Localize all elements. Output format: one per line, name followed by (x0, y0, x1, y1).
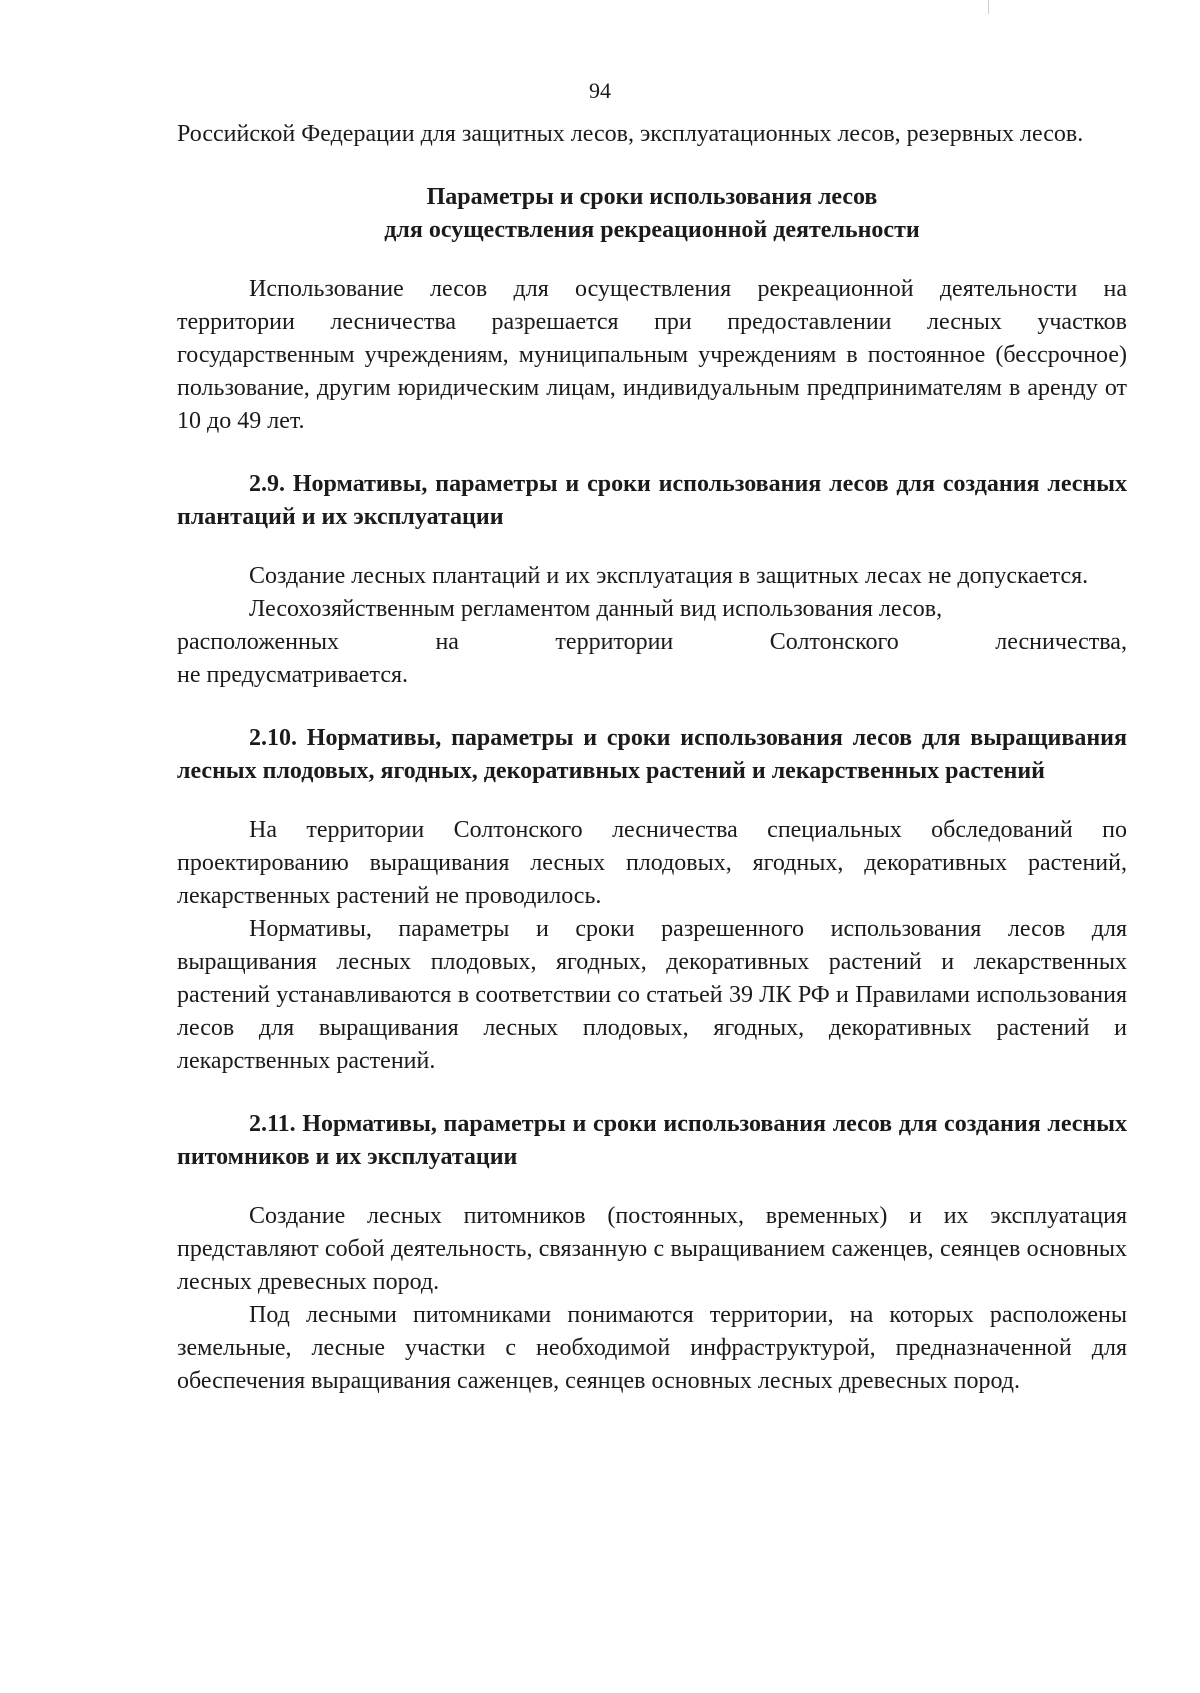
section-2-10-paragraph-1: На территории Солтонского лесничества специальных обследований по проектированию выращивания лесных плодовых, ягодных, декоративных растений, лекарственных растений не проводилось. (177, 817, 1127, 909)
word: территории (555, 629, 674, 655)
scan-mark (988, 0, 989, 14)
page-number: 94 (589, 78, 611, 103)
section-2-9-paragraph-1: Создание лесных плантаций и их эксплуатация в защитных лесах не допускается. (249, 563, 1089, 589)
section-2-9-paragraph-2-line-2 (177, 626, 1127, 659)
section-2-10-heading: 2.10. Нормативы, параметры и сроки использования лесов для выращивания лесных плодовых, ягодных, декоративных растений и лекарственных растений (177, 725, 1127, 784)
section-2-11-paragraph-2: Под лесными питомниками понимаются территории, на которых расположены земельные, лесные участки с необходимой инфраструктурой, предназначенной для обеспечения выращивания саженцев, сеянцев основных лесных древесных пород. (177, 1302, 1127, 1394)
section-2-11-heading: 2.11. Нормативы, параметры и сроки использования лесов для создания лесных питомников и их эксплуатации (177, 1111, 1127, 1170)
recreation-heading-line-2: для осуществления рекреационной деятельности (384, 217, 920, 243)
word: Солтонского (769, 629, 899, 655)
word: лесничества, (995, 629, 1127, 655)
section-2-9-heading: 2.9. Нормативы, параметры и сроки использования лесов для создания лесных плантаций и их эксплуатации (177, 471, 1127, 530)
section-2-10-paragraph-2: Нормативы, параметры и сроки разрешенного использования лесов для выращивания лесных плодовых, ягодных, декоративных растений и лекарственных растений устанавливаются в соответствии со статьей 39 ЛК РФ и Правилами использования лесов для выращивания лесных плодовых, ягодных, декоративных растений и лекарственных растений. (177, 916, 1127, 1074)
intro-paragraph: Российской Федерации для защитных лесов, эксплуатационных лесов, резервных лесов. (177, 121, 1084, 147)
section-2-11-paragraph-1: Создание лесных питомников (постоянных, временных) и их эксплуатация представляют собой деятельность, связанную с выращиванием саженцев, сеянцев основных лесных древесных пород. (177, 1203, 1127, 1295)
word: на (435, 629, 459, 655)
section-2-9-paragraph-2-line-3: не предусматривается. (177, 662, 409, 688)
page-content (177, 118, 1127, 1398)
section-2-9-paragraph-2-line-1: Лесохозяйственным регламентом данный вид использования лесов, (249, 596, 943, 622)
recreation-heading-line-1: Параметры и сроки использования лесов (426, 184, 878, 210)
recreation-paragraph: Использование лесов для осуществления рекреационной деятельности на территории лесничества разрешается при предоставлении лесных участков государственным учреждениям, муниципальным учреждениям в постоянное (бессрочное) пользование, другим юридическим лицам, индивидуальным предпринимателям в аренду от 10 до 49 лет. (177, 276, 1127, 434)
word: расположенных (177, 629, 339, 655)
